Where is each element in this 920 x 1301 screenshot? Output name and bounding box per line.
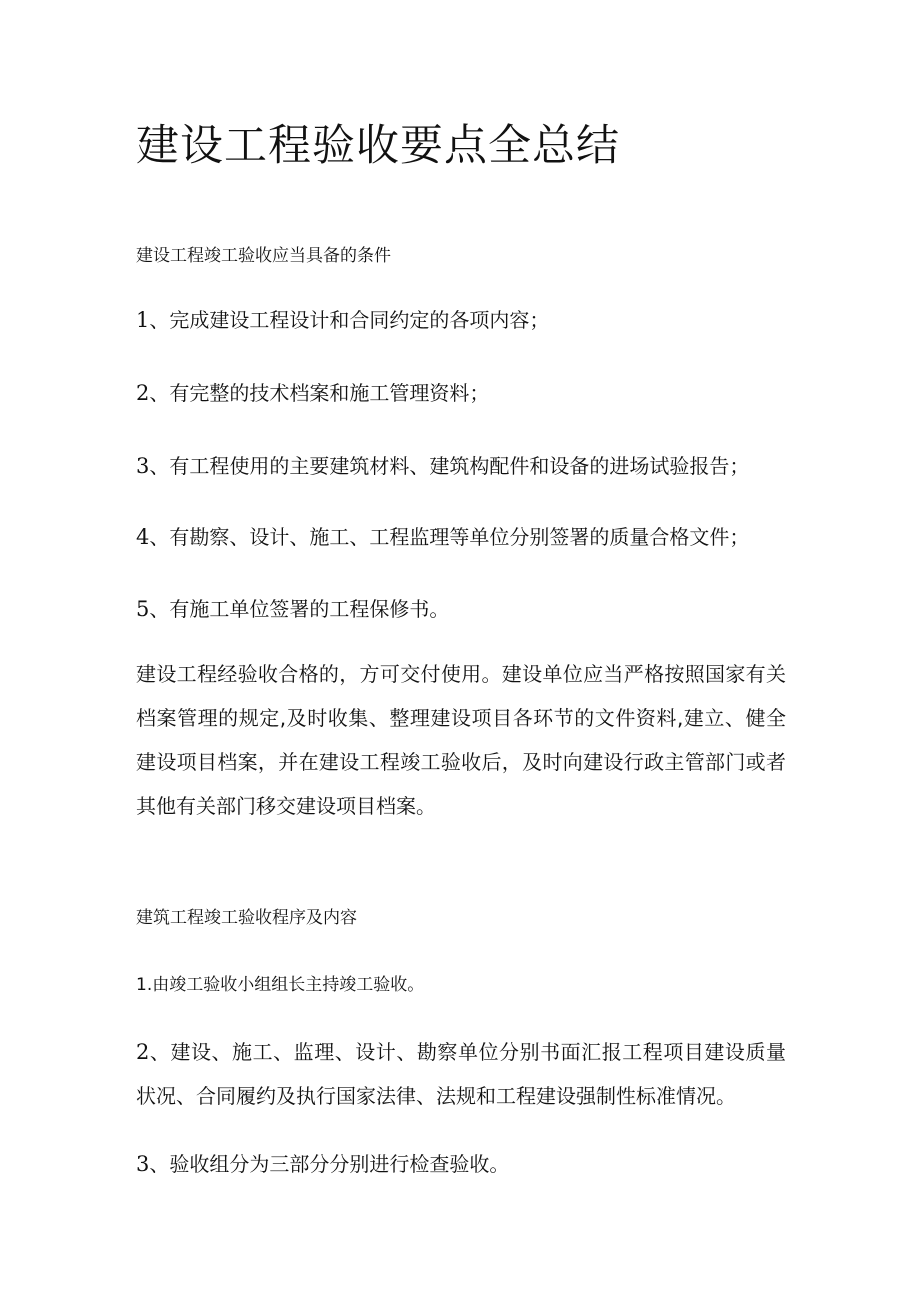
list-item-number: 3 bbox=[136, 1152, 150, 1176]
page-title: 建设工程验收要点全总结 bbox=[136, 121, 620, 171]
list-item-text: 、完成建设工程设计和合同约定的各项内容； bbox=[149, 308, 550, 332]
list-item-number: 2 bbox=[136, 381, 150, 405]
list-item-number: 1 bbox=[136, 308, 150, 332]
list-item bbox=[136, 521, 749, 550]
list-item-text: 、有完整的技术档案和施工管理资料； bbox=[149, 381, 490, 405]
list-item-number: 2 bbox=[136, 1040, 150, 1064]
list-item bbox=[136, 1148, 509, 1177]
list-item-number: 5 bbox=[136, 597, 150, 621]
list-item-text: 、有施工单位签署的工程保修书。 bbox=[149, 597, 450, 621]
list-item: 1.由竣工验收小组组长主持竣工验收。 bbox=[136, 975, 425, 995]
list-item-number: 3 bbox=[136, 454, 150, 478]
list-item-number: 4 bbox=[136, 525, 150, 549]
list-item bbox=[136, 377, 489, 406]
list-item bbox=[136, 593, 449, 622]
list-item-multiline bbox=[136, 1030, 786, 1118]
body-paragraph: 建设工程经验收合格的，方可交付使用。建设单位应当严格按照国家有关档案管理的规定,及时收集、整理建设项目各环节的文件资料,建立、健全建设项目档案，并在建设工程竣工验收后，及时向建设行政主管部门或者其他有关部门移交建设项目档案。 bbox=[136, 662, 786, 818]
section-heading-procedure: 建筑工程竣工验收程序及内容 bbox=[136, 908, 357, 928]
list-item bbox=[136, 450, 749, 479]
list-item-text: 、验收组分为三部分分别进行检查验收。 bbox=[149, 1152, 510, 1176]
section-heading-conditions: 建设工程竣工验收应当具备的条件 bbox=[136, 246, 391, 266]
list-item-text: 、建设、施工、监理、设计、勘察单位分别书面汇报工程项目建设质量状况、合同履约及执行国家法律、法规和工程建设强制性标准情况。 bbox=[136, 1040, 786, 1108]
list-item-text: 、有工程使用的主要建筑材料、建筑构配件和设备的进场试验报告； bbox=[149, 454, 750, 478]
list-item-text: 、有勘察、设计、施工、工程监理等单位分别签署的质量合格文件； bbox=[149, 525, 750, 549]
list-item bbox=[136, 304, 549, 333]
